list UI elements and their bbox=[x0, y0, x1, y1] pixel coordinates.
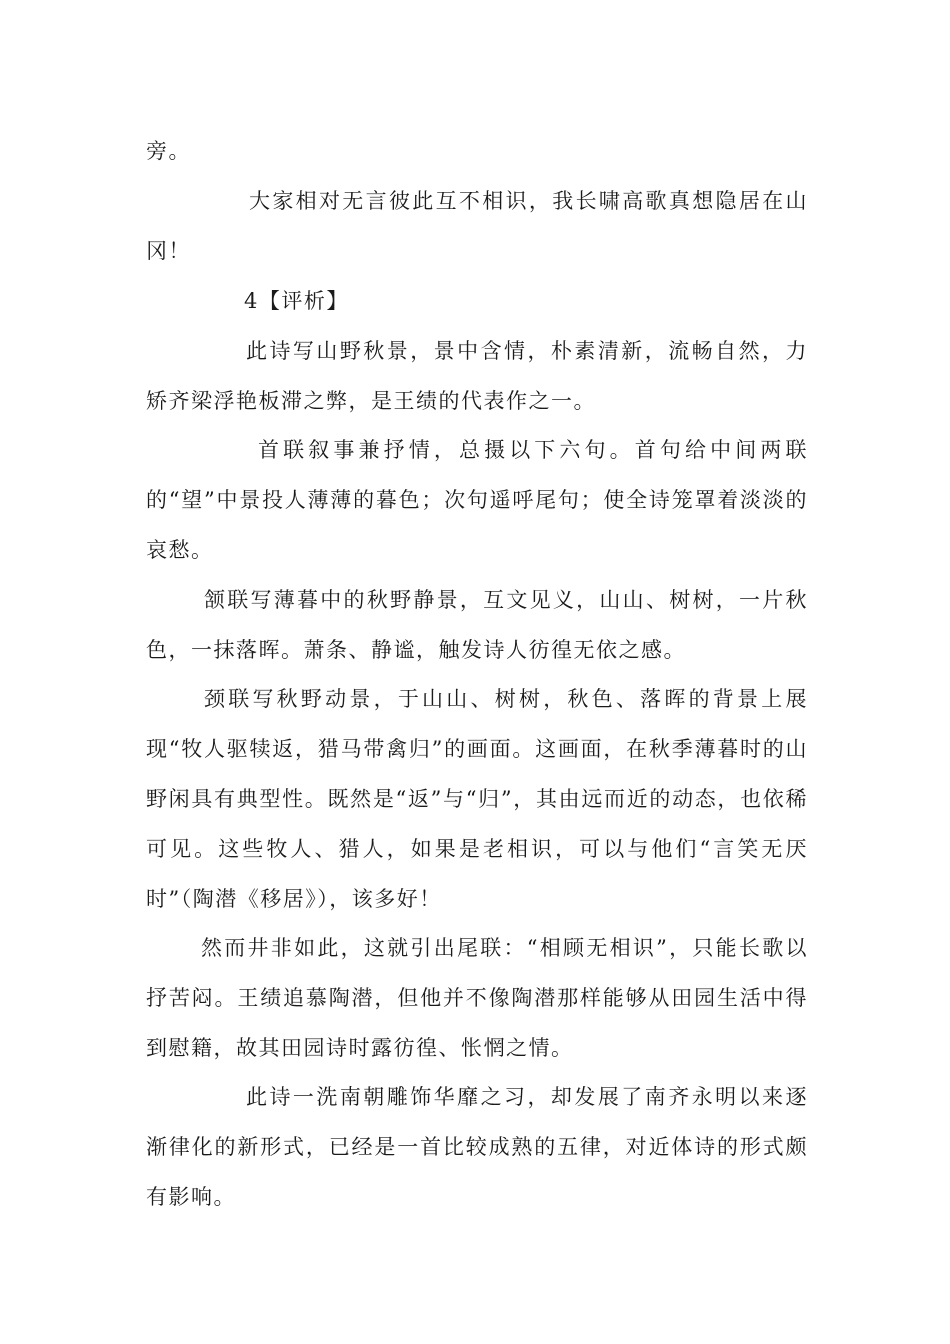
paragraph-second-couplet: 颔联写薄暮中的秋野静景，互文见义，山山、树树，一片秋色，一抹落晖。萧条、静谧，触发诗人彷徨无依之感。 bbox=[146, 588, 808, 662]
paragraph-commentary-intro: 此诗写山野秋景，景中含情，朴素清新，流畅自然，力矫齐梁浮艳板滞之弊，是王绩的代表作之一。 bbox=[146, 339, 808, 413]
paragraph-third-couplet: 颈联写秋野动景，于山山、树树，秋色、落晖的背景上展现“牧人驱犊返，猎马带禽归”的画面。这画面，在秋季薄暮时的山野闲具有典型性。既然是“返”与“归”，其由远而近的动态，也依稀可见。这些牧人、猎人，如果是老相识，可以与他们“言笑无厌时”（陶潜《移居》），该多好！ bbox=[146, 687, 808, 911]
paragraph-conclusion: 此诗一洗南朝雕饰华靡之习，却发展了南齐永明以来逐渐律化的新形式，已经是一首比较成熟的五律，对近体诗的形式颇有影响。 bbox=[146, 1085, 808, 1209]
paragraph-translation-line: 大家相对无言彼此互不相识，我长啸高歌真想隐居在山冈！ bbox=[146, 189, 808, 263]
paragraph-first-couplet: 首联叙事兼抒情，总摄以下六句。首句给中间两联的“望”中景投人薄薄的暮色；次句遥呼尾句；使全诗笼罩着淡淡的哀愁。 bbox=[146, 438, 808, 562]
section-heading-commentary: 4【评析】 bbox=[244, 289, 349, 313]
paragraph-final-couplet: 然而井非如此，这就引出尾联：“相顾无相识”，只能长歌以抒苦闷。王绩追慕陶潜，但他并不像陶潜那样能够从田园生活中得到慰籍，故其田园诗时露彷徨、怅惘之情。 bbox=[146, 936, 808, 1060]
paragraph-continuation: 旁。 bbox=[146, 139, 191, 163]
